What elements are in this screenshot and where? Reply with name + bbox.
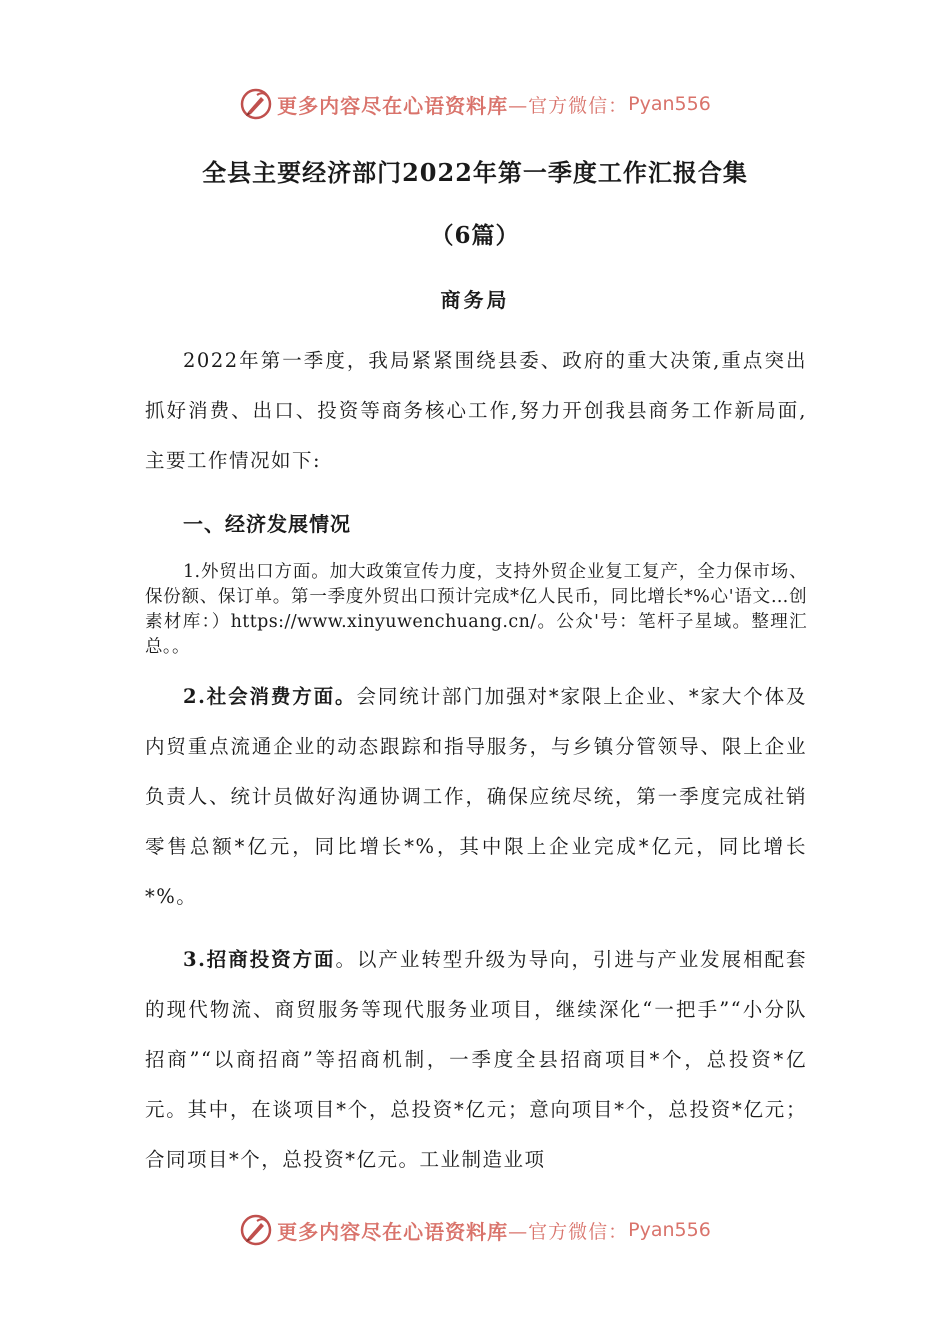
banner-wechat-id: Pyan556 (628, 1219, 711, 1241)
document-subtitle: （6篇） (430, 222, 520, 249)
item-social-consumption: 2.社会消费方面。会同统计部门加强对*家限上企业、*家大个体及内贸重点流通企业的动态跟踪和指导服务，与乡镇分管领导、限上企业负责人、统计员做好沟通协调工作，确保应统尽统，第一季度完成社销零售总额*亿元，同比增长*%，其中限上企业完成*亿元，同比增长*%。 (145, 685, 807, 908)
footer-banner (0, 1210, 950, 1250)
banner-wechat-id: Pyan556 (628, 93, 711, 115)
item-lead: 2.社会消费方面。 (183, 685, 357, 708)
item-lead: 3.招商投资方面 (183, 948, 336, 971)
intro-paragraph: 2022年第一季度，我局紧紧围绕县委、政府的重大决策,重点突出抓好消费、出口、投资等商务核心工作,努力开创我县商务工作新局面,主要工作情况如下: (145, 349, 807, 472)
item-foreign-trade: 1.外贸出口方面。加大政策宣传力度，支持外贸企业复工复产，全力保市场、保份额、保订单。第一季度外贸出口预计完成*亿人民币，同比增长*%心'语文…创素材库：）https://www.xinyuwenchuang.cn/。公众'号：笔杆子星域。整理汇总。。 (145, 562, 807, 657)
banner-official-text: —官方微信： (508, 1220, 629, 1243)
header-banner (0, 84, 950, 124)
banner-lead-text: 更多内容尽在心语资料库 (277, 1219, 509, 1244)
department-heading: 商务局 (440, 288, 510, 312)
section-heading: 一、经济发展情况 (183, 512, 351, 536)
banner-lead-text: 更多内容尽在心语资料库 (277, 93, 509, 118)
banner-official-text: —官方微信： (508, 94, 629, 117)
item-investment: 3.招商投资方面。以产业转型升级为导向，引进与产业发展相配套的现代物流、商贸服务等现代服务业项目，继续深化“一把手”“小分队招商”“以商招商”等招商机制，一季度全县招商项目*个，总投资*亿元。其中，在谈项目*个，总投资*亿元；意向项目*个，总投资*亿元；合同项目*个，总投资*亿元。工业制造业项 (145, 948, 807, 1171)
document-title: 全县主要经济部门2022年第一季度工作汇报合集 (202, 158, 748, 187)
pen-logo-icon (239, 1213, 273, 1247)
pen-logo-icon (239, 87, 273, 121)
